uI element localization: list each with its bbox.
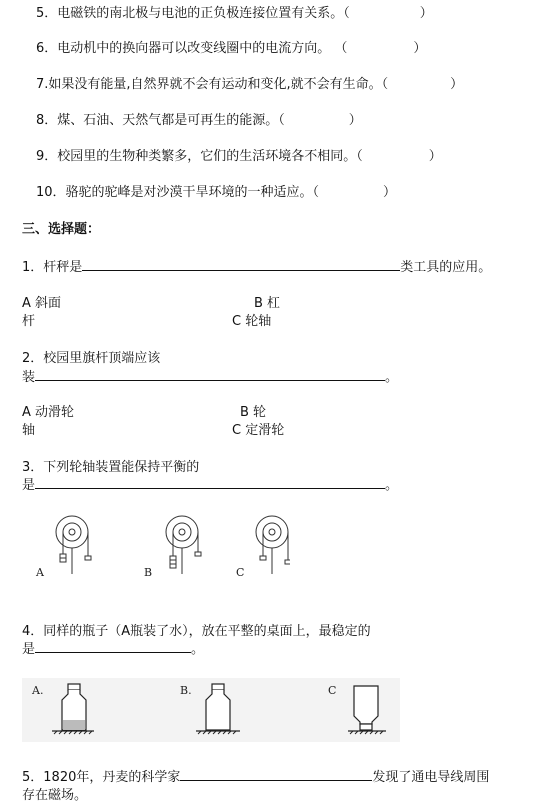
figure-label-a: A [36, 566, 44, 579]
q1-option-a: A 斜面 [22, 296, 62, 311]
judge-item-9: 9．校园里的生物种类繁多，它们的生活环境各不相同。（ ） [36, 149, 442, 164]
judge-item-8: 8．煤、石油、天然气都是可再生的能源。（ ） [36, 113, 362, 128]
judge-item-7: 7.如果没有能量,自然界就不会有运动和变化,就不会有生命。（ ） [36, 77, 464, 92]
judge-item-5: 5．电磁铁的南北极与电池的正负极连接位置有关系。（ ） [36, 6, 433, 21]
q1-option-b-cont: 杆 [22, 314, 36, 329]
question-4-line2: 是 。 [22, 642, 205, 657]
answer-blank[interactable] [82, 258, 400, 271]
question-5-line2: 存在磁场。 [22, 788, 88, 803]
q2-option-c: C 定滑轮 [232, 423, 285, 438]
section-title-choice: 三、选择题： [22, 222, 101, 237]
wheel-axle-figures [30, 512, 290, 584]
question-4: 4．同样的瓶子（A瓶装了水），放在平整的桌面上，最稳定的 [22, 624, 371, 639]
judge-item-10: 10．骆驼的驼峰是对沙漠干旱环境的一种适应。（ ） [36, 185, 397, 200]
answer-blank[interactable] [35, 368, 385, 381]
bottle-label-b: B. [180, 684, 192, 697]
question-2: 2．校园里旗杆顶端应该 [22, 351, 161, 366]
question-3-line2: 是 。 [22, 478, 399, 493]
figure-label-b: B [144, 566, 153, 579]
answer-blank[interactable] [35, 476, 385, 489]
answer-blank[interactable] [35, 640, 191, 653]
judge-item-6: 6．电动机中的换向器可以改变线圈中的电流方向。 （ ） [36, 41, 427, 56]
q1-option-b: B 杠 [254, 296, 281, 311]
bottle-label-a: A. [32, 684, 44, 697]
q2-option-a: A 动滑轮 [22, 405, 75, 420]
question-2-line2: 装 。 [22, 370, 399, 385]
question-3: 3．下列轮轴装置能保持平衡的 [22, 460, 200, 475]
q2-option-b: B 轮 [240, 405, 267, 420]
q1-option-c: C 轮轴 [232, 314, 272, 329]
wheel-axle-b [166, 516, 201, 574]
question-5: 5．1820年，丹麦的科学家 发现了通电导线周围 [22, 770, 490, 785]
bottle-figures [22, 678, 400, 742]
wheel-axle-a [56, 516, 91, 574]
wheel-axle-c [256, 516, 290, 574]
q2-option-b-cont: 轴 [22, 423, 36, 438]
figure-label-c: C [236, 566, 245, 579]
bottle-label-c: C [328, 684, 337, 697]
question-1: 1．杆秤是 类工具的应用。 [22, 260, 492, 275]
answer-blank[interactable] [180, 768, 372, 781]
